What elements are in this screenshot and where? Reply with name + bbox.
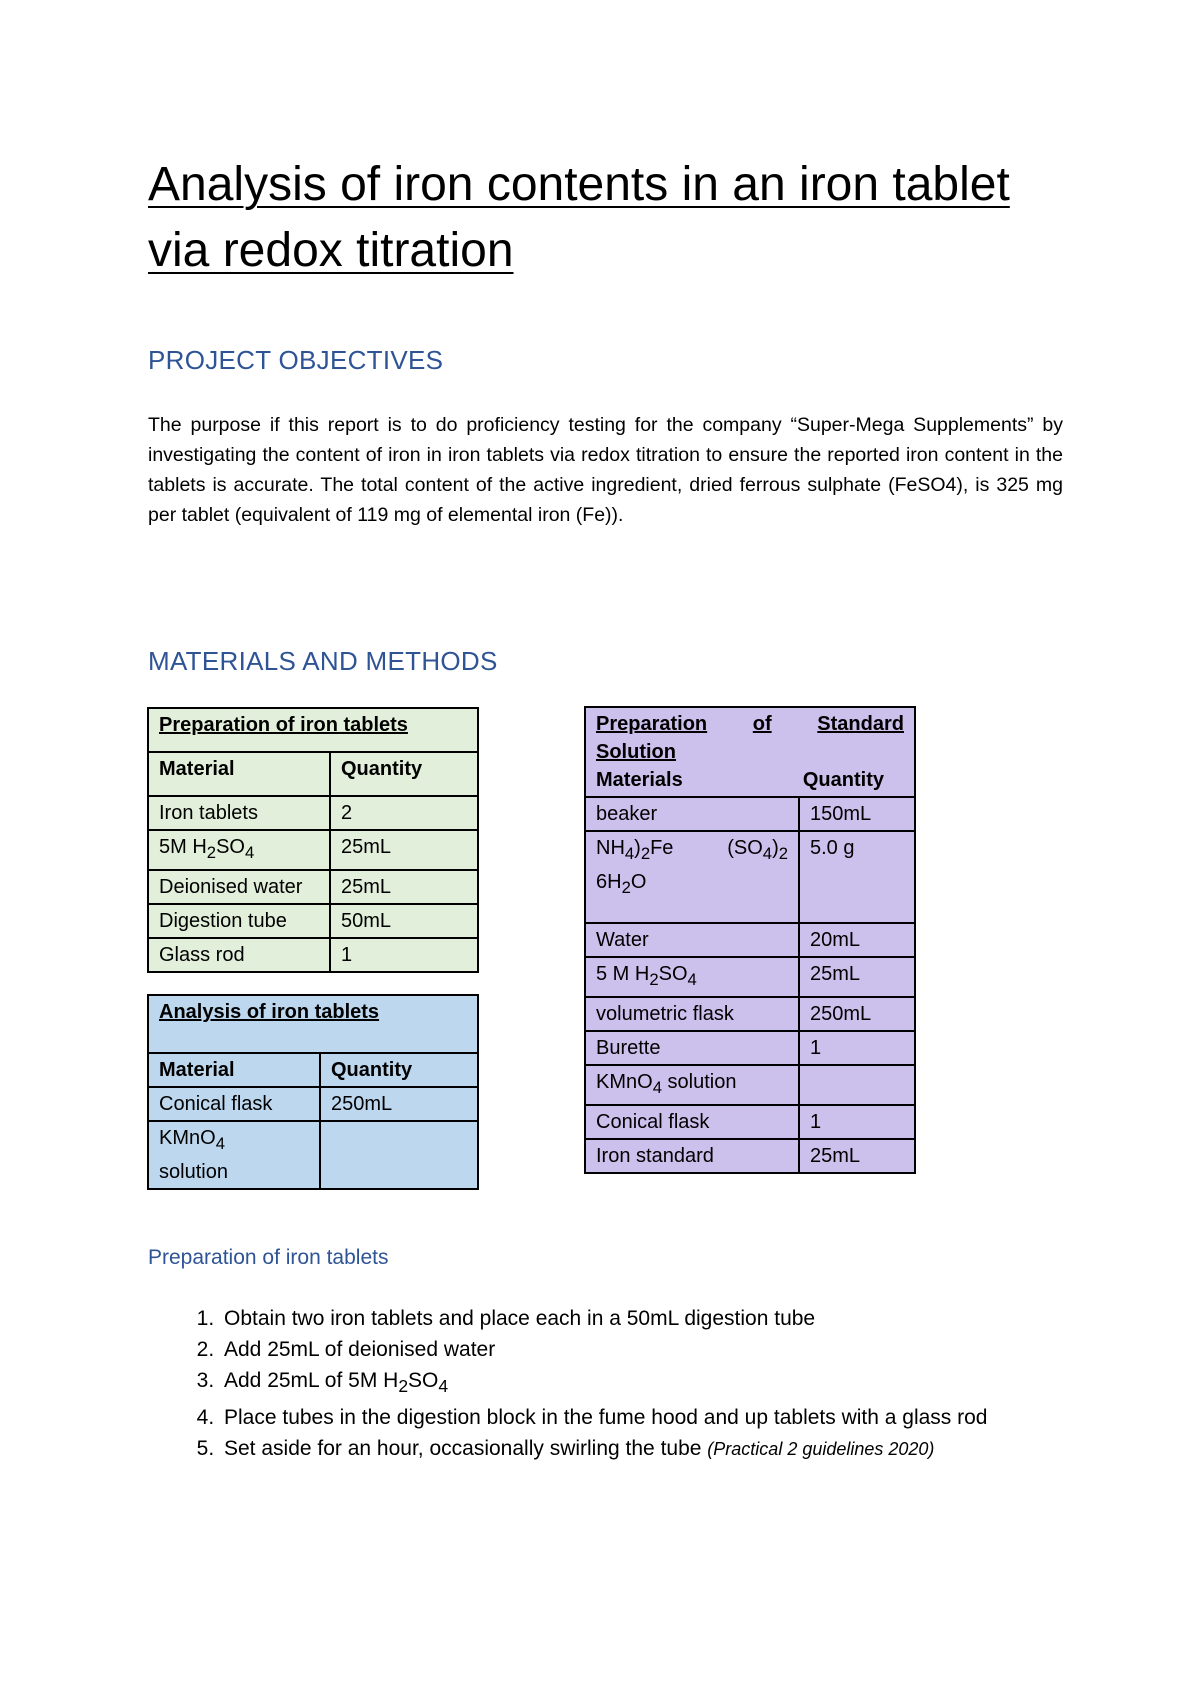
standard-material: Burette — [585, 1031, 799, 1065]
standard-material: Conical flask — [585, 1105, 799, 1139]
prep-material: Glass rod — [148, 938, 330, 972]
list-item: 3. Add 25mL of 5M $H_2SO_4$ — [220, 1365, 988, 1402]
methods-heading: MATERIALS AND METHODS — [148, 646, 498, 676]
prep-material: Deionised water — [148, 870, 330, 904]
standard-quantity: 1 — [799, 1031, 915, 1065]
table-row — [148, 1087, 478, 1121]
standard-quantity: 1 — [799, 1105, 915, 1139]
table-row — [585, 957, 915, 997]
list-item: 2. Add 25mL of deionised water — [220, 1334, 988, 1365]
table-row — [148, 904, 478, 938]
table-row — [585, 797, 915, 831]
standard-col-quantity: Quantity — [802, 769, 884, 791]
standard-quantity: 5.0 g — [799, 831, 915, 923]
prep-table-title: Preparation of iron tablets — [159, 714, 408, 736]
list-item: 5. Set aside for an hour, occasionally swirling the tube (Practical 2 guidelines 2020) — [220, 1433, 988, 1465]
analysis-table — [147, 994, 479, 1190]
prep-material: Iron tablets — [148, 796, 330, 830]
table-row — [585, 923, 915, 957]
standard-material: $NH_4)_2Fe$ $(SO_4)_2$ $6H_2O$ — [585, 831, 799, 923]
standard-table-header-cell — [585, 707, 915, 797]
standard-quantity: 150mL — [799, 797, 915, 831]
standard-col-material: Materials — [596, 769, 683, 791]
standard-material: Iron standard — [585, 1139, 799, 1173]
table-row — [585, 1105, 915, 1139]
table-row — [148, 830, 478, 870]
analysis-col-material: Material — [148, 1053, 320, 1087]
standard-table — [584, 706, 916, 1174]
prep-table — [147, 707, 479, 973]
table-row — [148, 1121, 478, 1189]
objectives-paragraph: The purpose if this report is to do proficiency testing for the company “Super-Mega Supplements” by investigating the content of iron in iron tablets via redox titration to ensure the reported iron content in the tablets is accurate. The total content of the active ingredient, dried ferrous sulphate (FeSO4), is 325 mg per tablet (equivalent of 119 mg of elemental iron (Fe)). — [148, 414, 1063, 526]
list-item: 4. Place tubes in the digestion block in the fume hood and up tablets with a glass rod — [220, 1402, 988, 1433]
standard-quantity: 25mL — [799, 1139, 915, 1173]
prep-material: Digestion tube — [148, 904, 330, 938]
standard-table-columns — [596, 766, 904, 794]
table-row — [148, 796, 478, 830]
prep-procedure-heading: Preparation of iron tablets — [148, 1246, 389, 1269]
standard-quantity — [799, 1065, 915, 1105]
table-row — [585, 831, 915, 923]
prep-quantity: 50mL — [330, 904, 478, 938]
standard-quantity: 20mL — [799, 923, 915, 957]
analysis-table-title-cell — [148, 995, 478, 1053]
list-item: 1. Obtain two iron tablets and place each in a 50mL digestion tube — [220, 1303, 988, 1334]
prep-col-material: Material — [148, 752, 330, 796]
analysis-quantity — [320, 1121, 478, 1189]
prep-table-title-cell — [148, 708, 478, 752]
standard-material: beaker — [585, 797, 799, 831]
standard-table-title-line2: Solution — [596, 741, 676, 763]
standard-material: KMnO$_4$ solution — [585, 1065, 799, 1105]
standard-table-title: Preparation of Standard — [596, 713, 904, 735]
prep-quantity: 25mL — [330, 830, 478, 870]
table-row — [585, 1031, 915, 1065]
objectives-heading: PROJECT OBJECTIVES — [148, 345, 444, 375]
table-row — [585, 997, 915, 1031]
prep-col-quantity: Quantity — [330, 752, 478, 796]
standard-quantity: 250mL — [799, 997, 915, 1031]
document-title: Analysis of iron contents in an iron tablet via redox titration — [148, 158, 1010, 277]
prep-quantity: 1 — [330, 938, 478, 972]
prep-quantity: 25mL — [330, 870, 478, 904]
prep-material: 5M $H_2SO_4$ — [148, 830, 330, 870]
analysis-quantity: 250mL — [320, 1087, 478, 1121]
standard-material: volumetric flask — [585, 997, 799, 1031]
procedure-steps — [180, 1303, 988, 1465]
standard-quantity: 25mL — [799, 957, 915, 997]
prep-quantity: 2 — [330, 796, 478, 830]
analysis-table-title: Analysis of iron tablets — [159, 1001, 380, 1023]
table-row — [148, 938, 478, 972]
analysis-col-quantity: Quantity — [320, 1053, 478, 1087]
table-row — [585, 1139, 915, 1173]
standard-material: Water — [585, 923, 799, 957]
analysis-material: KMnO$_4$ solution — [148, 1121, 320, 1189]
citation: (Practical 2 guidelines 2020) — [707, 1439, 935, 1460]
table-row — [148, 870, 478, 904]
table-row — [585, 1065, 915, 1105]
analysis-material: Conical flask — [148, 1087, 320, 1121]
standard-material: 5 M $H_2SO_4$ — [585, 957, 799, 997]
